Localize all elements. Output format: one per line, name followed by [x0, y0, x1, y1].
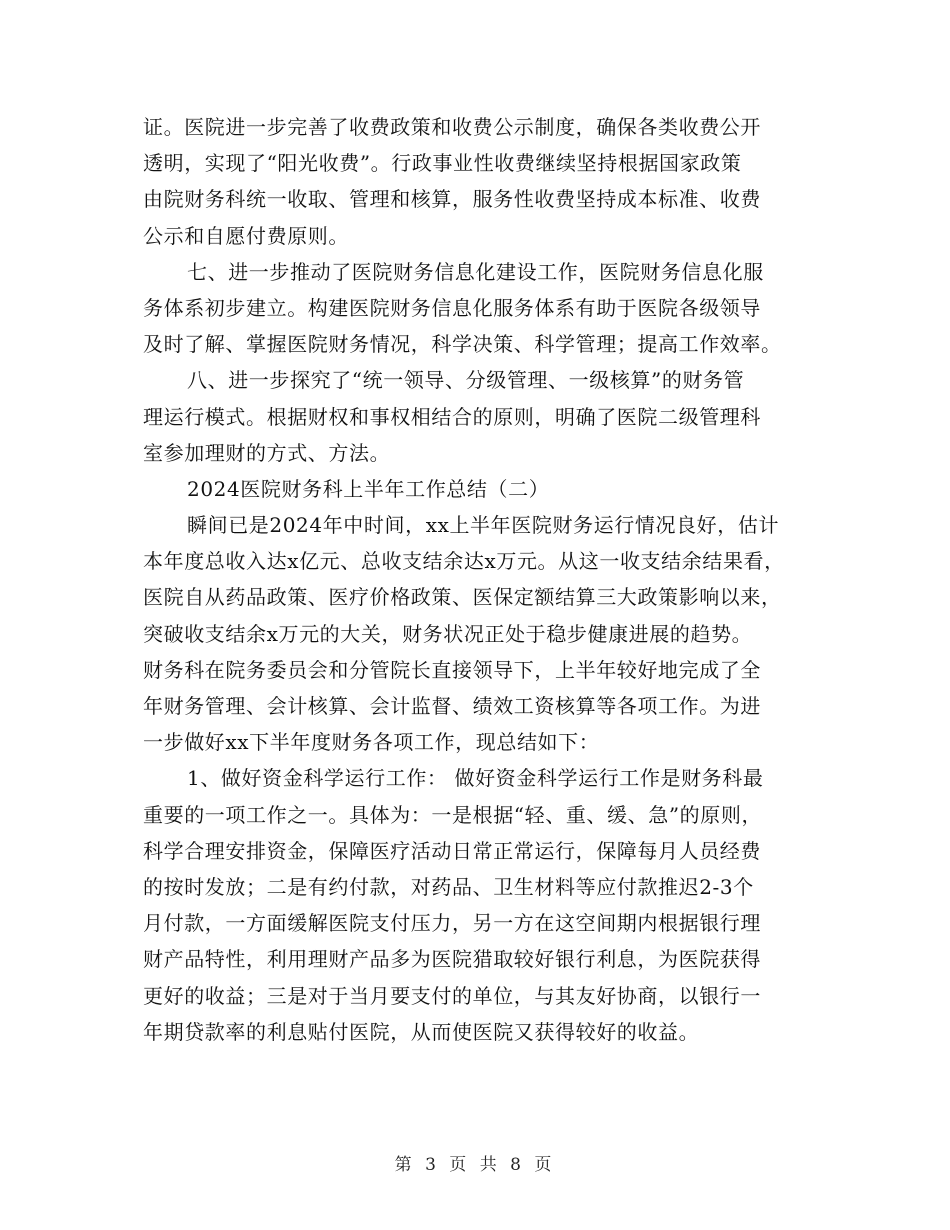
- document-body: [143, 109, 813, 1050]
- text-line: 八、进一步探究了“统一领导、分级管理、一级核算”的财务管: [187, 368, 745, 393]
- text-line: 七、进一步推动了医院财务信息化建设工作，医院财务信息化服: [187, 259, 764, 284]
- text-line: 一步做好xx下半年度财务各项工作，现总结如下：: [143, 730, 600, 755]
- text-line: 财务科在院务委员会和分管院长直接领导下，上半年较好地完成了全: [143, 657, 761, 682]
- text-line: 公示和自愿付费原则。: [143, 223, 349, 248]
- text-line: 透明，实现了“阳光收费”。行政事业性收费继续坚持根据国家政策: [143, 151, 742, 176]
- text-line: 年期贷款率的利息贴付医院，从而使医院又获得较好的收益。: [143, 1019, 700, 1044]
- text-line: 的按时发放；二是有约付款，对药品、卫生材料等应付款推迟2-3个: [143, 874, 754, 899]
- text-line: 理运行模式。根据财权和事权相结合的原则，明确了医院二级管理科: [143, 404, 761, 429]
- text-line: 重要的一项工作之一。具体为：一是根据“轻、重、缓、急”的原则，: [143, 802, 763, 827]
- text-line: 突破收支结余x万元的大关，财务状况正处于稳步健康进展的趋势。: [143, 621, 753, 646]
- text-line: 医院自从药品政策、医疗价格政策、医保定额结算三大政策影响以来，: [143, 585, 782, 610]
- text-line: 由院财务科统一收取、管理和核算，服务性收费坚持成本标准、收费: [143, 187, 761, 212]
- text-line: 月付款，一方面缓解医院支付压力，另一方在这空间期内根据银行理: [143, 911, 761, 936]
- text-line: 瞬间已是2024年中时间，xx上半年医院财务运行情况良好，估计: [187, 513, 780, 538]
- text-line: 年财务管理、会计核算、会计监督、绩效工资核算等各项工作。为进: [143, 694, 761, 718]
- text-line: 室参加理财的方式、方法。: [143, 440, 391, 465]
- text-line: 及时了解、掌握医院财务情况，科学决策、科学管理；提高工作效率。: [143, 332, 782, 357]
- page-number-footer: 第 3 页 共 8 页: [394, 1155, 556, 1175]
- text-line: 财产品特性，利用理财产品多为医院猎取较好银行利息，为医院获得: [143, 947, 761, 972]
- text-line: 本年度总收入达x亿元、总收支结余达x万元。从这一收支结余结果看，: [143, 549, 785, 574]
- text-line: 务体系初步建立。构建医院财务信息化服务体系有助于医院各级领导: [143, 295, 761, 320]
- text-line: 更好的收益；三是对于当月要支付的单位，与其友好协商，以银行一: [143, 983, 761, 1008]
- text-line: 2024医院财务科上半年工作总结（二）: [187, 476, 550, 501]
- text-line: 证。医院进一步完善了收费政策和收费公示制度，确保各类收费公开: [143, 115, 761, 139]
- text-line: 1、做好资金科学运行工作： 做好资金科学运行工作是财务科最: [187, 766, 764, 791]
- text-line: 科学合理安排资金，保障医疗活动日常正常运行，保障每月人员经费: [143, 838, 761, 863]
